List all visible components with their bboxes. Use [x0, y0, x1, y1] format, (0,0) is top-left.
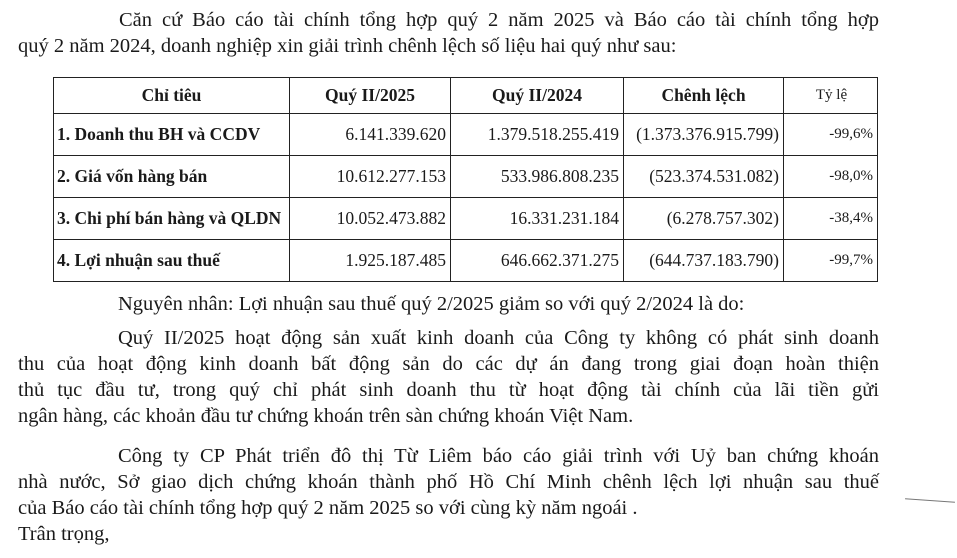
row-label: 2. Giá vốn hàng bán — [54, 156, 290, 198]
stray-pen-mark — [905, 498, 955, 502]
cell-q2-2025: 10.052.473.882 — [290, 198, 451, 240]
table-row — [54, 114, 878, 156]
cell-ratio: -38,4% — [784, 198, 878, 240]
header-ratio: Tỷ lệ — [784, 78, 878, 114]
table-row — [54, 198, 878, 240]
cell-q2-2025: 1.925.187.485 — [290, 240, 451, 282]
cell-difference: (6.278.757.302) — [624, 198, 784, 240]
intro-line-1: Căn cứ Báo cáo tài chính tổng hợp quý 2 năm 2025 và Báo cáo tài chính tổng hợp — [119, 9, 879, 31]
header-difference: Chênh lệch — [624, 78, 784, 114]
cell-q2-2024: 16.331.231.184 — [451, 198, 624, 240]
header-q2-2025: Quý II/2025 — [290, 78, 451, 114]
cell-difference: (523.374.531.082) — [624, 156, 784, 198]
para1-line-3: thủ tục đầu tư, trong quý chỉ phát sinh doanh thu từ hoạt động tài chính của lãi tiền gửi — [18, 379, 879, 401]
row-label: 1. Doanh thu BH và CCDV — [54, 114, 290, 156]
para2-line-1: Công ty CP Phát triển đô thị Từ Liêm báo cáo giải trình với Uỷ ban chứng khoán — [118, 445, 879, 467]
closing-line: Trân trọng, — [18, 523, 110, 545]
para1-line-4: ngân hàng, các khoản đầu tư chứng khoán trên sàn chứng khoán Việt Nam. — [18, 405, 634, 427]
cell-q2-2024: 533.986.808.235 — [451, 156, 624, 198]
table-row — [54, 240, 878, 282]
table-row — [54, 156, 878, 198]
header-indicator: Chỉ tiêu — [54, 78, 290, 114]
cell-q2-2024: 1.379.518.255.419 — [451, 114, 624, 156]
cell-ratio: -99,6% — [784, 114, 878, 156]
cell-ratio: -99,7% — [784, 240, 878, 282]
cell-q2-2025: 10.612.277.153 — [290, 156, 451, 198]
row-label: 3. Chi phí bán hàng và QLDN — [54, 198, 290, 240]
cell-difference: (644.737.183.790) — [624, 240, 784, 282]
para2-line-3: của Báo cáo tài chính tổng hợp quý 2 năm 2025 so với cùng kỳ năm ngoái . — [18, 497, 638, 519]
cell-ratio: -98,0% — [784, 156, 878, 198]
row-label: 4. Lợi nhuận sau thuế — [54, 240, 290, 282]
comparison-table — [53, 77, 878, 282]
intro-line-2: quý 2 năm 2024, doanh nghiệp xin giải trình chênh lệch số liệu hai quý như sau: — [18, 35, 677, 57]
para2-line-2: nhà nước, Sở giao dịch chứng khoán thành phố Hồ Chí Minh chênh lệch lợi nhuận sau thuế — [18, 471, 879, 493]
header-q2-2024: Quý II/2024 — [451, 78, 624, 114]
para1-line-1: Quý II/2025 hoạt động sản xuất kinh doanh của Công ty không có phát sinh doanh — [118, 327, 879, 349]
cell-q2-2025: 6.141.339.620 — [290, 114, 451, 156]
cell-q2-2024: 646.662.371.275 — [451, 240, 624, 282]
cause-line: Nguyên nhân: Lợi nhuận sau thuế quý 2/2025 giảm so với quý 2/2024 là do: — [118, 293, 745, 315]
para1-line-2: thu của hoạt động kinh doanh bất động sản do các dự án đang trong giai đoạn hoàn thiện — [18, 353, 879, 375]
table-header-row — [54, 78, 878, 114]
cell-difference: (1.373.376.915.799) — [624, 114, 784, 156]
